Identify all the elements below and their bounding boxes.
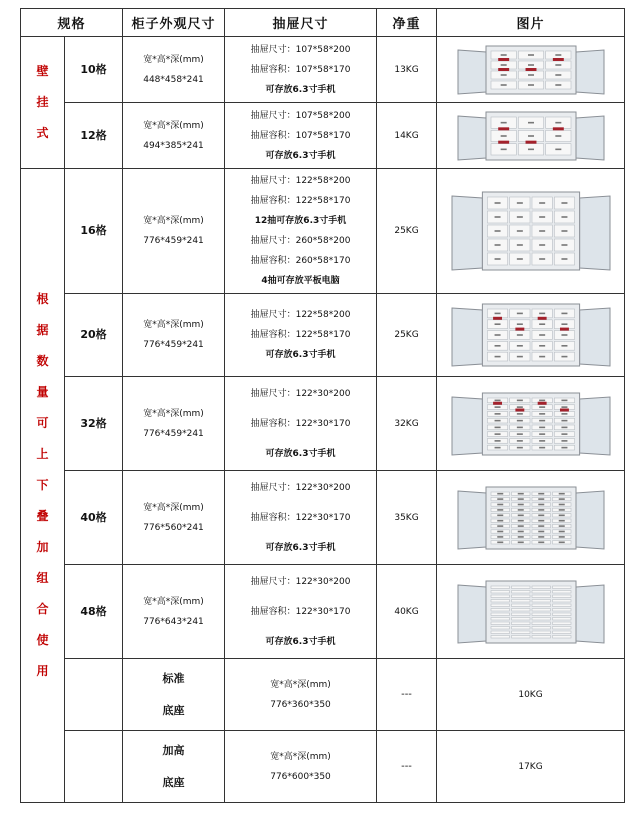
product-image-cabinet-16 (450, 188, 612, 274)
drawer-cell (377, 731, 437, 803)
group-label-char: 数 (36, 354, 49, 368)
picture-cell (437, 377, 625, 471)
dims-value: 776*459*241 (143, 428, 204, 439)
table-row (21, 565, 625, 659)
model-label: 10格 (80, 62, 107, 76)
dims-label: 宽*高*深(mm) (270, 751, 331, 762)
drawer-spec-line: 可存放6.3寸手机 (265, 84, 336, 95)
picture-cell (437, 294, 625, 377)
dims-label: 宽*高*深(mm) (270, 679, 331, 690)
model-cell (65, 377, 123, 471)
weight-cell: 10KG (437, 659, 625, 731)
table-row (21, 377, 625, 471)
dims-value: 776*600*350 (270, 771, 331, 782)
picture-cell (437, 565, 625, 659)
model-label: 32格 (80, 416, 107, 430)
model-label: 20格 (80, 328, 107, 341)
dims-value: 776*643*241 (143, 616, 204, 627)
drawer-cell (225, 471, 377, 565)
drawer-spec-line: 抽屉尺寸：122*58*200 (250, 310, 351, 320)
drawer-spec-line: 抽屉容积：260*58*170 (250, 256, 351, 266)
dims-cell (225, 731, 377, 803)
dims-cell (123, 37, 225, 103)
drawer-spec-line: 12抽可存放6.3寸手机 (254, 216, 347, 226)
model-label: 标准 (162, 671, 185, 685)
table-row (21, 659, 625, 731)
product-image-cabinet-40 (456, 483, 606, 553)
product-image-wall-cabinet-doors (456, 108, 606, 164)
group-label-char: 可 (36, 416, 49, 430)
drawer-spec-line: 抽屉容积：122*58*170 (250, 330, 351, 340)
header-spec: 规格 (21, 9, 123, 37)
table-row (21, 169, 625, 294)
picture-cell (437, 103, 625, 169)
header-weight: 净重 (377, 9, 437, 37)
table-row (21, 37, 625, 103)
header-picture: 图片 (437, 9, 625, 37)
drawer-spec-line: 抽屉尺寸：122*30*200 (250, 576, 351, 587)
model-cell (123, 659, 225, 731)
group-label-empty (65, 659, 123, 731)
model-label: 40格 (80, 510, 107, 524)
group-label-char: 根 (36, 292, 49, 306)
group-label-char: 下 (36, 478, 49, 492)
drawer-dash: --- (401, 760, 412, 772)
group-label-char: 壁 (36, 64, 49, 78)
group-label-char: 合 (36, 602, 49, 616)
header-row (21, 9, 625, 37)
weight-cell: 17KG (437, 731, 625, 803)
weight-cell: 14KG (377, 103, 437, 169)
model-cell (65, 103, 123, 169)
weight-cell: 35KG (377, 471, 437, 565)
model-label: 底座 (162, 775, 185, 789)
drawer-cell (225, 103, 377, 169)
group-label-stackable (21, 169, 65, 803)
dims-value: 776*360*350 (270, 699, 331, 710)
dims-value: 776*560*241 (143, 522, 204, 533)
dims-label: 宽*高*深(mm) (143, 502, 204, 513)
drawer-spec-line: 抽屉尺寸：122*30*200 (250, 482, 351, 493)
drawer-cell (377, 659, 437, 731)
model-label: 16格 (80, 224, 107, 237)
model-label: 48格 (80, 604, 107, 618)
drawer-spec-line: 可存放6.3寸手机 (265, 150, 336, 161)
model-cell (65, 169, 123, 294)
header-dims: 柜子外观尺寸 (123, 9, 225, 37)
model-cell (65, 471, 123, 565)
model-cell (123, 731, 225, 803)
group-label-char: 用 (36, 664, 49, 678)
table-row (21, 731, 625, 803)
dims-cell (225, 659, 377, 731)
drawer-cell (225, 565, 377, 659)
group-label-wall-mounted (21, 37, 65, 169)
group-label-char: 挂 (36, 95, 49, 109)
dims-label: 宽*高*深(mm) (143, 54, 204, 65)
drawer-cell (225, 377, 377, 471)
weight-cell: 25KG (377, 294, 437, 377)
drawer-cell (225, 169, 377, 294)
dims-value: 776*459*241 (143, 340, 204, 350)
dims-value: 448*458*241 (143, 74, 204, 85)
dims-cell (123, 103, 225, 169)
drawer-dash: --- (401, 688, 412, 700)
drawer-spec-line: 可存放6.3寸手机 (265, 636, 336, 647)
picture-cell (437, 471, 625, 565)
dims-label: 宽*高*深(mm) (143, 596, 204, 607)
drawer-cell (225, 294, 377, 377)
drawer-spec-line: 可存放6.3寸手机 (265, 350, 336, 360)
product-image-cabinet-32 (450, 389, 612, 459)
weight-cell: 13KG (377, 37, 437, 103)
dims-label: 宽*高*深(mm) (143, 320, 204, 330)
picture-cell (437, 37, 625, 103)
drawer-spec-line: 抽屉尺寸：107*58*200 (250, 44, 351, 55)
drawer-cell (225, 37, 377, 103)
dims-cell (123, 294, 225, 377)
drawer-spec-line: 可存放6.3寸手机 (265, 448, 336, 459)
drawer-spec-line: 抽屉容积：122*58*170 (250, 196, 351, 206)
model-cell (65, 37, 123, 103)
dims-label: 宽*高*深(mm) (143, 216, 204, 226)
weight-cell: 40KG (377, 565, 437, 659)
product-image-cabinet-48 (456, 577, 606, 647)
drawer-spec-line: 抽屉容积：122*30*170 (250, 512, 351, 523)
table-row (21, 294, 625, 377)
dims-cell (123, 377, 225, 471)
dims-label: 宽*高*深(mm) (143, 120, 204, 131)
product-image-cabinet-20 (450, 300, 612, 370)
drawer-spec-line: 抽屉尺寸：260*58*200 (250, 236, 351, 246)
dims-cell (123, 471, 225, 565)
product-image-wall-cabinet-open (456, 42, 606, 98)
drawer-spec-line: 抽屉容积：107*58*170 (250, 130, 351, 141)
table-row (21, 471, 625, 565)
drawer-spec-line: 抽屉容积：122*30*170 (250, 606, 351, 617)
group-label-char: 叠 (36, 509, 49, 523)
dims-value: 494*385*241 (143, 140, 204, 151)
model-label: 底座 (162, 703, 185, 717)
table-row (21, 103, 625, 169)
picture-cell (437, 169, 625, 294)
group-label-char: 上 (36, 447, 49, 461)
group-label-char: 加 (36, 540, 49, 554)
dims-label: 宽*高*深(mm) (143, 408, 204, 419)
group-label-char: 据 (36, 323, 49, 337)
drawer-spec-line: 可存放6.3寸手机 (265, 542, 336, 553)
dims-value: 776*459*241 (143, 236, 204, 246)
model-cell (65, 294, 123, 377)
group-label-char: 式 (36, 126, 49, 140)
header-drawer: 抽屉尺寸 (225, 9, 377, 37)
spec-table (20, 8, 625, 803)
weight-cell: 25KG (377, 169, 437, 294)
group-label-char: 量 (36, 385, 49, 399)
dims-cell (123, 565, 225, 659)
drawer-spec-line: 抽屉尺寸：107*58*200 (250, 110, 351, 121)
model-label: 加高 (162, 743, 185, 757)
drawer-spec-line: 抽屉容积：107*58*170 (250, 64, 351, 75)
drawer-spec-line: 抽屉尺寸：122*58*200 (250, 176, 351, 186)
model-cell (65, 565, 123, 659)
dims-cell (123, 169, 225, 294)
drawer-spec-line: 抽屉容积：122*30*170 (250, 418, 351, 429)
group-label-char: 组 (36, 571, 49, 585)
weight-cell: 32KG (377, 377, 437, 471)
drawer-spec-line: 抽屉尺寸：122*30*200 (250, 388, 351, 399)
group-label-char: 使 (36, 633, 49, 647)
group-label-empty (65, 731, 123, 803)
drawer-spec-line: 4抽可存放平板电脑 (261, 276, 340, 286)
model-label: 12格 (80, 128, 107, 142)
